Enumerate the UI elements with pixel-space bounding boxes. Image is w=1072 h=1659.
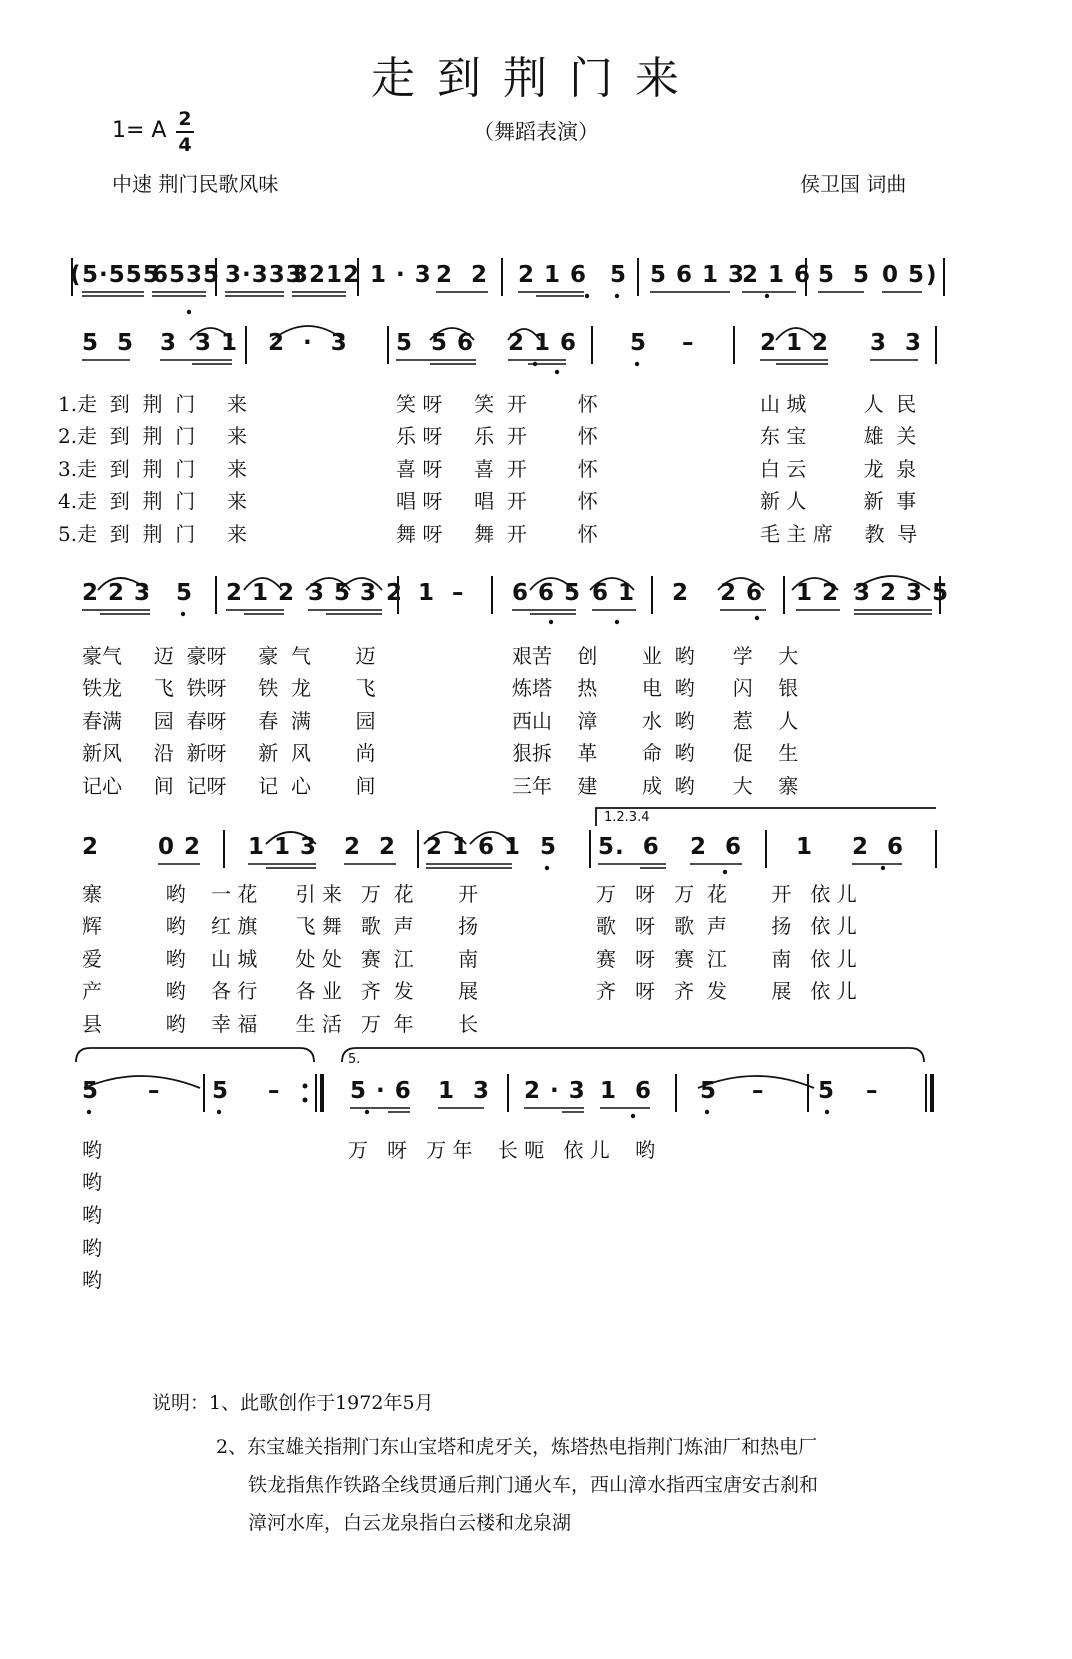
notation-group: 6535 xyxy=(152,262,221,288)
notation-group: 5 xyxy=(700,1078,718,1104)
notation-group: 5 · 6 xyxy=(350,1078,412,1104)
notation-group: 2 2 xyxy=(436,262,489,288)
lyric-line: 万 呀 万 花 开 依 儿 xyxy=(596,882,857,906)
lyric-line: 歌 呀 歌 声 扬 依 儿 xyxy=(596,914,857,938)
notation-group: 5 xyxy=(540,834,558,860)
notation-group: 3 5 3 2 xyxy=(308,580,404,606)
notation-group: – xyxy=(866,1078,879,1104)
notation-group: 2 6 xyxy=(720,580,764,606)
notation-group: 2 · 3 xyxy=(524,1078,586,1104)
notation-group: 6 6 5 xyxy=(512,580,582,606)
notation-group: 1 xyxy=(418,580,436,606)
lyric-line: 5.走 到 荆 门 来 xyxy=(58,522,248,546)
volta-first-label: 1.2.3.4 xyxy=(604,810,650,825)
notation-group: 3 2 3 5 xyxy=(854,580,950,606)
notation-group: 5 xyxy=(630,330,648,356)
lyric-line: 白 云 龙 泉 xyxy=(760,457,917,481)
notation-group: 5 5 6 xyxy=(396,330,475,356)
composer-credit: 侯卫国 词曲 xyxy=(800,172,907,196)
lyric-line: 新风 沿 新呀 新 风 尚 xyxy=(82,741,376,765)
notation-group: – xyxy=(452,580,465,606)
tempo-marking: 中速 荆门民歌风味 xyxy=(112,172,279,196)
performance-note: （舞蹈表演） xyxy=(473,120,599,144)
lyric-line: 哟 xyxy=(82,1203,102,1227)
lyric-line: 炼塔 热 电 哟 闪 银 xyxy=(512,676,799,700)
lyric-line: 舞 呀 舞 开 怀 xyxy=(396,522,598,546)
lyric-line: 4.走 到 荆 门 来 xyxy=(58,489,248,513)
notation-group: – xyxy=(682,330,695,356)
volta-second-label: 5. xyxy=(348,1052,361,1067)
lyric-line: 西山 漳 水 哟 惹 人 xyxy=(512,709,799,733)
notation-group: – xyxy=(752,1078,765,1104)
lyric-line: 赛 呀 赛 江 南 依 儿 xyxy=(596,947,857,971)
lyric-line: 1.走 到 荆 门 来 xyxy=(58,392,248,416)
notation-group: 2 2 xyxy=(344,834,397,860)
song-title: 走到荆门来 xyxy=(371,53,701,104)
notation-group: 5·555 xyxy=(82,262,160,288)
notation-group: 3 3 xyxy=(870,330,923,356)
notation-group: 1 3 xyxy=(438,1078,491,1104)
notation-group: 2 6 xyxy=(690,834,743,860)
lyric-line: 辉 哟 红 旗 飞 舞 歌 声 扬 xyxy=(82,914,479,938)
notation-group: 2 · 3 xyxy=(268,330,348,356)
lyric-line: 产 哟 各 行 各 业 齐 发 展 xyxy=(82,979,479,1003)
lyric-line: 东 宝 雄 关 xyxy=(760,424,917,448)
notation-group: 2 1 6 xyxy=(742,262,812,288)
key-signature: 1= A xyxy=(112,118,167,143)
lyric-line: 万 呀 万 年 长 呃 依 儿 哟 xyxy=(348,1138,656,1162)
notation-group: 5 5 xyxy=(818,262,871,288)
lyric-line: 笑 呀 笑 开 怀 xyxy=(396,392,598,416)
notation-group: 5 xyxy=(212,1078,230,1104)
notation-group: 5 6 1 3 xyxy=(650,262,746,288)
notation-group: 2 xyxy=(672,580,690,606)
notation-group: 2 1 2 xyxy=(226,580,296,606)
lyric-line: 哟 xyxy=(82,1236,102,1260)
notation-group: 2 1 6 xyxy=(518,262,588,288)
notation-group: ) xyxy=(926,262,938,288)
notation-group: 2 1 2 xyxy=(760,330,830,356)
notation-group: 2 1 6 1 xyxy=(426,834,522,860)
notation-group: 5 xyxy=(82,1078,100,1104)
notation-group: 2 6 xyxy=(852,834,905,860)
lyric-line: 新 人 新 事 xyxy=(760,489,917,513)
lyric-line: 3.走 到 荆 门 来 xyxy=(58,457,248,481)
footnote-line: 说明：1、此歌创作于1972年5月 xyxy=(152,1392,434,1414)
lyric-line: 哟 xyxy=(82,1138,102,1162)
time-numerator: 2 xyxy=(178,108,192,130)
notation-group: 2 2 3 xyxy=(82,580,152,606)
lyric-line: 爱 哟 山 城 处 处 赛 江 南 xyxy=(82,947,479,971)
notation-group: 3·333 xyxy=(225,262,303,288)
lyric-line: 乐 呀 乐 开 怀 xyxy=(396,424,598,448)
notation-group: 1 xyxy=(796,834,814,860)
notation-group: 0 2 xyxy=(158,834,202,860)
notation-group: ( xyxy=(70,262,82,288)
notation-group: 5 xyxy=(610,262,628,288)
notation-group: – xyxy=(148,1078,161,1104)
notation-group: 1 · 3 xyxy=(370,262,432,288)
footnote-line: 铁龙指焦作铁路全线贯通后荆门通火车，西山漳水指西宝唐安古刹和 xyxy=(248,1474,819,1496)
lyric-line: 齐 呀 齐 发 展 依 儿 xyxy=(596,979,857,1003)
notation-group: 6 1 xyxy=(592,580,636,606)
notation-group: 5 xyxy=(818,1078,836,1104)
notation-group: 2 xyxy=(82,834,100,860)
notation-group: 1 1 3 xyxy=(248,834,318,860)
footnote-line: 漳河水库，白云龙泉指白云楼和龙泉湖 xyxy=(248,1512,572,1534)
lyric-line: 狠拆 革 命 哟 促 生 xyxy=(512,741,799,765)
notation-group: 3212 xyxy=(292,262,361,288)
notation-group: 0 5 xyxy=(882,262,926,288)
lyric-line: 哟 xyxy=(82,1268,102,1292)
notation-group: 5 5 xyxy=(82,330,135,356)
lyric-line: 铁龙 飞 铁呀 铁 龙 飞 xyxy=(82,676,376,700)
lyric-line: 毛 主 席 教 导 xyxy=(760,522,918,546)
notation-group: 1 2 xyxy=(796,580,840,606)
notation-group: – xyxy=(268,1078,281,1104)
lyric-line: 艰苦 创 业 哟 学 大 xyxy=(512,644,799,668)
notation-group: 3 3 1 xyxy=(160,330,239,356)
footnote-line: 2、东宝雄关指荆门东山宝塔和虎牙关，炼塔热电指荆门炼油厂和热电厂 xyxy=(216,1436,818,1458)
notation-group: 5. 6 xyxy=(598,834,660,860)
lyric-line: 2.走 到 荆 门 来 xyxy=(58,424,248,448)
notation-group: 2 1 6 xyxy=(508,330,578,356)
lyric-line: 喜 呀 喜 开 怀 xyxy=(396,457,598,481)
lyric-line: 寨 哟 一 花 引 来 万 花 开 xyxy=(82,882,479,906)
lyric-line: 春满 园 春呀 春 满 园 xyxy=(82,709,376,733)
notation-group: 5 xyxy=(176,580,194,606)
time-denominator: 4 xyxy=(178,134,192,156)
lyric-line: 三年 建 成 哟 大 寨 xyxy=(512,774,799,798)
lyric-line: 记心 间 记呀 记 心 间 xyxy=(82,774,376,798)
lyric-line: 山 城 人 民 xyxy=(760,392,917,416)
lyric-line: 哟 xyxy=(82,1170,102,1194)
lyric-line: 县 哟 幸 福 生 活 万 年 长 xyxy=(82,1012,479,1036)
notation-group: 1 6 xyxy=(600,1078,653,1104)
lyric-line: 豪气 迈 豪呀 豪 气 迈 xyxy=(82,644,376,668)
lyric-line: 唱 呀 唱 开 怀 xyxy=(396,489,598,513)
